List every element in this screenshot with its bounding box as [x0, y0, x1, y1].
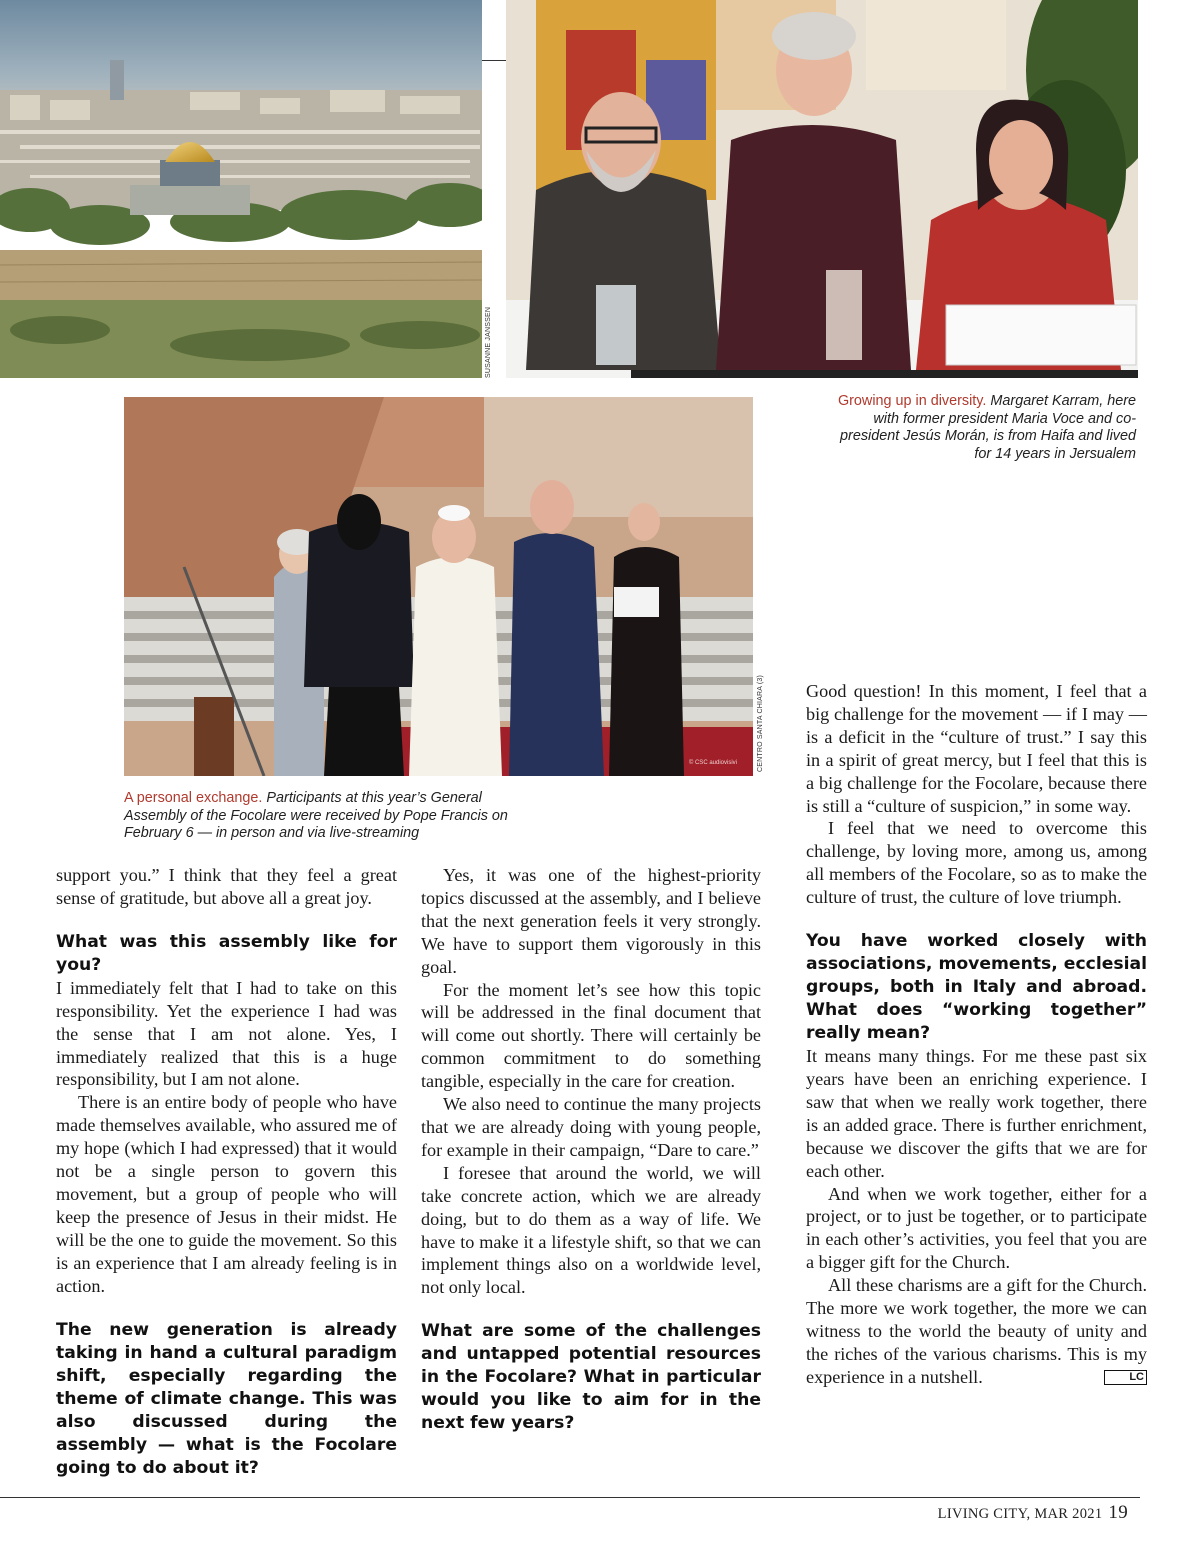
article-column-3: [806, 680, 1147, 1389]
end-mark-logo: LC: [1104, 1370, 1147, 1385]
question-heading: The new generation is already taking in hand a cultural paradigm shift, especially regarding the theme of climate change. This was also discussed during the assembly — what is the Focolare going to do about it?: [56, 1319, 397, 1478]
question-heading: You have worked closely with associations, movements, ecclesial groups, both in Italy and abroad. What does “working together” really mean?: [806, 931, 1147, 1044]
leaders-caption-lead: Growing up in diversity.: [837, 393, 987, 409]
paragraph: Yes, it was one of the highest-priority topics discussed at the assembly, and I believe that the next generation feels it very strongly. We have to support them vigorously in this goal.: [421, 865, 761, 977]
footer-rule: [0, 1497, 1140, 1498]
paragraph: Good question! In this moment, I feel that a big challenge for the movement — if I may — is a deficit in the “culture of trust.” I say this in a spirit of great mercy, but I feel that this is a big challenge for the Focolare, because there is still a “culture of suspicion,” in some way.: [806, 681, 1147, 816]
article-column-2: [421, 864, 761, 1435]
paragraph: And when we work together, either for a project, or to just be together, or to participate in each other’s activities, you feel that you are a bigger gift for the Church.: [806, 1183, 1147, 1273]
rule-mark: [482, 60, 506, 61]
paragraph: For the moment let’s see how this topic will be addressed in the final document that will come out shortly. There will certainly be common commitment to do something tangible, especially in the care for creation.: [421, 979, 761, 1092]
jerusalem-photo-credit: SUSANNE JANSSEN: [485, 306, 492, 378]
publication-name: LIVING CITY, MAR 2021: [937, 1506, 1103, 1522]
pope-photo-watermark: © CSC audiovisivi: [688, 760, 737, 766]
question-heading: What are some of the challenges and untapped potential resources in the Focolare? What in particular would you like to aim for in the next few years?: [421, 1321, 761, 1434]
question-heading: What was this assembly like for you?: [56, 931, 397, 975]
pope-photo: [124, 397, 753, 776]
paragraph: It means many things. For me these past six years have been an enriching experience. I saw that when we really work together, there is an added grace. There is further enrichment, because we discover the gifts that we are for each other.: [806, 1046, 1147, 1181]
pope-caption-text: Participants at this year’s General Assembly of the Focolare were received by Pope Francis on February 6 — in person and via live-streaming: [124, 790, 508, 841]
pope-caption-lead: A personal exchange.: [124, 790, 263, 806]
paragraph: I foresee that around the world, we will take concrete action, which we are already doing, but to do them as a way of life. We have to make it a lifestyle shift, so that we can implement things also on a worldwide level, not only local.: [421, 1162, 761, 1298]
leaders-caption: [820, 393, 1136, 463]
pope-photo-credit: CENTRO SANTA CHIARA (3): [757, 674, 764, 772]
paragraph: We also need to continue the many projects that we are already doing with young people, for example in their campaign, “Dare to care.”: [421, 1094, 761, 1160]
paragraph: I immediately felt that I had to take on this responsibility. Yet the experience I had was the sense that I am not alone. Yes, I immediately realized that this is a huge responsibility, but I am not alone.: [56, 977, 397, 1090]
page-number: 19: [1108, 1502, 1128, 1523]
paragraph: support you.” I think that they feel a great sense of gratitude, but above all a great joy.: [56, 865, 397, 908]
article-column-1: [56, 864, 397, 1480]
leaders-caption-text: Margaret Karram, here with former president Maria Voce and co-president Jesús Morán, is from Haifa and lived for 14 years in Jersualem: [840, 393, 1136, 462]
paragraph-text: All these charisms are a gift for the Church. The more we work together, the more we can witness to the world the beauty of unity and the riches of the various charisms. This is my experience in a nutshell.: [806, 1275, 1147, 1387]
leaders-photo: [506, 0, 1138, 378]
page-footer: [938, 1502, 1128, 1524]
pope-caption: [124, 790, 544, 843]
jerusalem-photo: [0, 0, 482, 378]
paragraph: There is an entire body of people who have made themselves available, who assured me of my hope (which I had expressed) that it would not be a single person to govern this movement, but a group of people who will keep the presence of Jesus in their midst. He will be the one to guide the movement. So this is an experience that I am already feeling is in action.: [56, 1092, 397, 1296]
paragraph: [806, 1274, 1147, 1389]
paragraph: I feel that we need to overcome this challenge, by loving more, among us, among all members of the Focolare, so as to make the culture of trust, the culture of love triumph.: [806, 818, 1147, 908]
